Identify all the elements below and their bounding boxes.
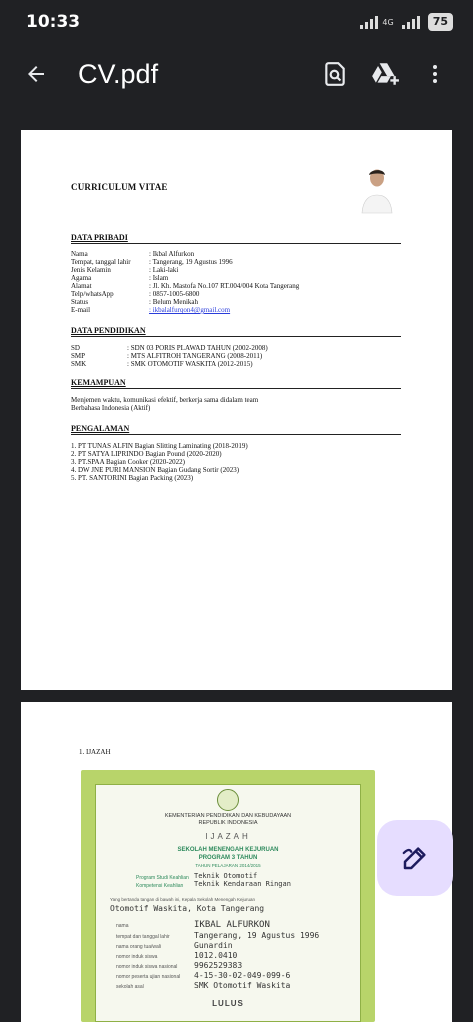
info-row <box>71 282 299 290</box>
cert-year: TAHUN PELAJARAN 2014/2015 <box>195 863 261 868</box>
info-label: Jenis Kelamin <box>71 266 111 274</box>
info-row <box>71 290 199 298</box>
cert-field-row <box>116 931 320 940</box>
search-document-icon <box>322 61 348 87</box>
section-heading-kemampuan: KEMAMPUAN <box>71 378 126 387</box>
education-row <box>71 344 268 352</box>
document-title: CV.pdf <box>78 58 159 89</box>
section-rule <box>71 336 401 337</box>
info-value: : Tangerang, 19 Agustus 1996 <box>149 258 233 266</box>
attachment-label: 1. IJAZAH <box>79 748 111 756</box>
experience-item: 4. DW JNE PURI MANSION Bagian Gudang Sortir (2023) <box>71 466 240 474</box>
ijazah-certificate <box>81 770 375 1022</box>
add-to-drive-icon <box>370 61 400 87</box>
add-to-drive-button[interactable] <box>363 52 407 96</box>
info-label: Telp/whatsApp <box>71 290 114 298</box>
education-row <box>71 352 262 360</box>
cert-program-label: Program Studi Keahlian <box>136 875 189 881</box>
cert-field-value: SMK Otomotif Waskita <box>194 981 291 990</box>
info-value: : Laki-laki <box>149 266 179 274</box>
education-school: : SMK OTOMOTIF WASKITA (2012-2015) <box>127 360 253 368</box>
info-row <box>71 306 230 314</box>
cert-school-value: Otomotif Waskita, Kota Tangerang <box>110 904 265 913</box>
education-school: : MTS ALFITROH TANGERANG (2008-2011) <box>127 352 263 360</box>
experience-item: 3. PT.SPAA Bagian Cooker (2020-2022) <box>71 458 185 466</box>
pdf-page-1 <box>21 130 452 690</box>
more-options-button[interactable] <box>413 52 457 96</box>
battery-icon: 75 <box>428 13 453 31</box>
section-heading-pribadi: DATA PRIBADI <box>71 233 128 242</box>
cert-title: IJAZAH <box>205 832 251 841</box>
cert-program-row <box>136 872 258 881</box>
status-icons <box>360 13 453 31</box>
more-vert-icon <box>423 62 447 86</box>
cert-intro: Yang bertanda tangan di bawah ini, Kepala Sekolah Menengah Kejuruan <box>110 897 256 902</box>
info-value: : Jl. Kh. Mastofa No.107 RT.004/004 Kota Tangerang <box>149 282 300 290</box>
info-label: Nama <box>71 250 88 258</box>
cert-program-value: Teknik Otomotif <box>194 872 258 880</box>
cert-field-row <box>116 971 291 980</box>
email-link[interactable]: : ikbalalfurqon4@gmail.com <box>149 306 231 314</box>
cert-field-value: 4-15-30-02-049-099-6 <box>194 971 291 980</box>
back-button[interactable] <box>16 54 56 94</box>
status-time: 10:33 <box>26 12 81 32</box>
cert-field-row <box>116 941 233 950</box>
garuda-emblem-icon <box>217 789 239 811</box>
app-bar <box>0 44 473 104</box>
info-row <box>71 274 168 282</box>
cert-field-value: IKBAL ALFURKON <box>194 920 270 930</box>
experience-item: 2. PT SATYA LIPRINDO Bagian Pound (2020-2020) <box>71 450 222 458</box>
info-label: Alamat <box>71 282 92 290</box>
education-level: SD <box>71 344 80 352</box>
cert-field-row <box>116 951 238 960</box>
cv-title: CURRICULUM VITAE <box>71 182 168 192</box>
cert-school-type: SEKOLAH MENENGAH KEJURUAN <box>177 847 279 853</box>
status-bar <box>0 0 473 44</box>
section-rule <box>71 434 401 435</box>
skill-line: Berbahasa Indonesia (Aktif) <box>71 404 151 412</box>
info-row <box>71 266 178 274</box>
cert-field-value: Gunardin <box>194 941 233 950</box>
cert-field-label: nomor induk siswa nasional <box>116 964 178 970</box>
info-label: Agama <box>71 274 92 282</box>
cert-result: LULUS <box>212 999 244 1008</box>
education-level: SMK <box>71 360 87 368</box>
back-arrow-icon <box>24 62 48 86</box>
certificate-body <box>95 784 361 1022</box>
education-school: : SDN 03 PORIS PLAWAD TAHUN (2002-2008) <box>127 344 268 352</box>
info-label: E-mail <box>71 306 91 314</box>
cert-ministry: KEMENTERIAN PENDIDIKAN DAN KEBUDAYAAN <box>164 813 292 819</box>
info-row <box>71 258 233 266</box>
info-value: : Islam <box>149 274 169 282</box>
section-heading-pengalaman: PENGALAMAN <box>71 424 130 433</box>
skill-line: Menjemen waktu, komunikasi efektif, berkerja sama didalam team <box>71 396 259 404</box>
cert-field-value: 9962529383 <box>194 961 243 970</box>
education-row <box>71 360 253 368</box>
signal-icon <box>360 15 378 29</box>
info-value: : 0857-1005-6800 <box>149 290 200 298</box>
signal-icon-2 <box>402 15 420 29</box>
cert-field-row <box>116 981 291 990</box>
cert-field-value: 1012.0410 <box>194 951 238 960</box>
cert-field-label: nomor peserta ujian nasional <box>116 974 181 980</box>
cert-field-label: nama <box>116 923 129 929</box>
profile-photo <box>359 165 395 213</box>
cert-competency-label: Kompetensi Keahlian <box>136 883 184 889</box>
info-label: Tempat, tanggal lahir <box>71 258 131 266</box>
section-heading-pendidikan: DATA PENDIDIKAN <box>71 326 146 335</box>
cert-program: PROGRAM 3 TAHUN <box>198 855 258 861</box>
cert-field-row <box>116 920 270 930</box>
experience-item: 1. PT TUNAS ALFIN Bagian Slitting Laminating (2018-2019) <box>71 442 248 450</box>
edit-pen-icon <box>400 843 430 873</box>
education-level: SMP <box>71 352 86 360</box>
cert-field-row <box>116 961 243 970</box>
cert-field-label: nama orang tua/wali <box>116 944 162 950</box>
info-label: Status <box>71 298 89 306</box>
network-label: 4G <box>382 17 394 27</box>
cert-country: REPUBLIK INDONESIA <box>198 820 258 826</box>
section-rule <box>71 243 401 244</box>
cert-field-label: nomor induk siswa <box>116 954 158 960</box>
cert-field-label: tempat dan tanggal lahir <box>116 934 170 940</box>
annotate-fab[interactable] <box>377 820 453 896</box>
info-value: : Ikbal Alfurkon <box>149 250 195 258</box>
section-rule <box>71 388 401 389</box>
experience-item: 5. PT. SANTORINI Bagian Packing (2023) <box>71 474 194 482</box>
cert-competency-value: Teknik Kendaraan Ringan <box>194 880 291 888</box>
cert-field-label: sekolah asal <box>116 984 144 990</box>
search-button[interactable] <box>313 52 357 96</box>
info-row <box>71 298 198 306</box>
info-value: : Belum Menikah <box>149 298 198 306</box>
cert-field-value: Tangerang, 19 Agustus 1996 <box>194 931 320 940</box>
info-row <box>71 250 194 258</box>
cert-competency-row <box>136 880 291 889</box>
